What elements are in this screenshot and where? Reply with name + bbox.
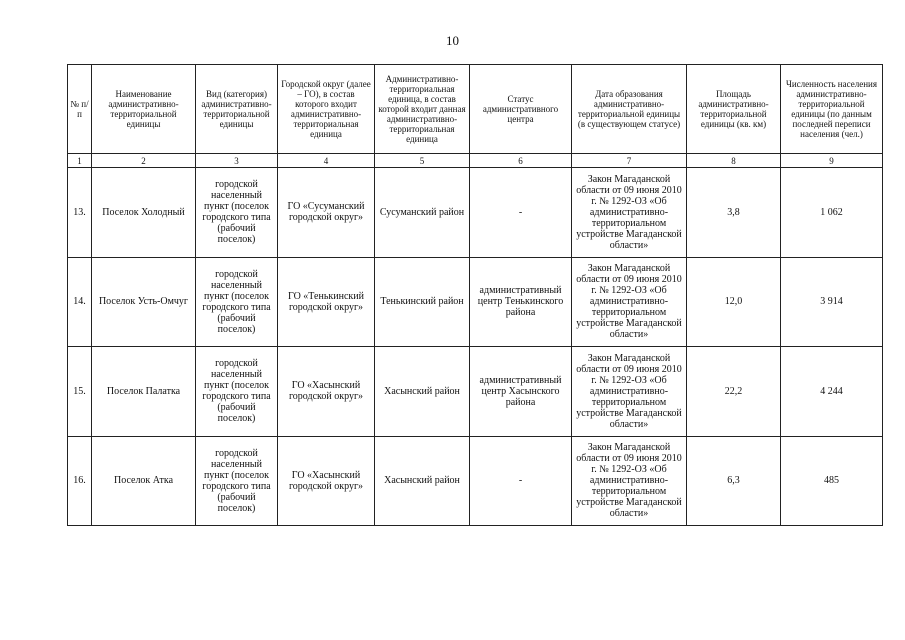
table-row — [68, 436, 883, 526]
header-area: Площадь административно-территориальной единицы (кв. км) — [687, 65, 781, 154]
header-kind: Вид (категория) административно-территориальной единицы — [196, 65, 278, 154]
column-number: 8 — [687, 154, 781, 168]
admin-unit: Хасынский район — [375, 436, 470, 526]
area-value: 3,8 — [687, 168, 781, 258]
row-number: 14. — [68, 257, 92, 347]
registry-table — [67, 64, 883, 526]
formation-law: Закон Магаданской области от 09 июня 2010 г. № 1292-ОЗ «Об административно-территориальном устройстве Магаданской области» — [572, 347, 687, 437]
column-number: 1 — [68, 154, 92, 168]
area-value: 12,0 — [687, 257, 781, 347]
table-row — [68, 168, 883, 258]
header-name: Наименование административно-территориальной единицы — [92, 65, 196, 154]
column-number: 2 — [92, 154, 196, 168]
formation-law: Закон Магаданской области от 09 июня 2010 г. № 1292-ОЗ «Об административно-территориальном устройстве Магаданской области» — [572, 257, 687, 347]
unit-name: Поселок Палатка — [92, 347, 196, 437]
population-value: 485 — [781, 436, 883, 526]
column-number: 7 — [572, 154, 687, 168]
population-value: 4 244 — [781, 347, 883, 437]
column-number-row — [68, 154, 883, 168]
page-number: 10 — [446, 33, 459, 48]
unit-name: Поселок Холодный — [92, 168, 196, 258]
header-admin-unit: Административно-территориальная единица, в состав которой входит данная административно-территориальная единица — [375, 65, 470, 154]
column-number: 3 — [196, 154, 278, 168]
center-status: - — [470, 436, 572, 526]
table-row — [68, 347, 883, 437]
column-number: 4 — [278, 154, 375, 168]
center-status: административный центр Тенькинского района — [470, 257, 572, 347]
header-population: Численность населения административно-территориальной единицы (по данным последней переписи населения (чел.) — [781, 65, 883, 154]
header-center-status: Статус административного центра — [470, 65, 572, 154]
area-value: 22,2 — [687, 347, 781, 437]
city-district: ГО «Тенькинский городской округ» — [278, 257, 375, 347]
admin-unit: Тенькинский район — [375, 257, 470, 347]
population-value: 1 062 — [781, 168, 883, 258]
header-num: № п/п — [68, 65, 92, 154]
header-go: Городской округ (далее – ГО), в состав которого входит административно-территориальная единица — [278, 65, 375, 154]
unit-name: Поселок Атка — [92, 436, 196, 526]
formation-law: Закон Магаданской области от 09 июня 2010 г. № 1292-ОЗ «Об административно-территориальном устройстве Магаданской области» — [572, 436, 687, 526]
unit-name: Поселок Усть-Омчуг — [92, 257, 196, 347]
population-value: 3 914 — [781, 257, 883, 347]
row-number: 16. — [68, 436, 92, 526]
table-row — [68, 257, 883, 347]
city-district: ГО «Хасынский городской округ» — [278, 347, 375, 437]
column-number: 5 — [375, 154, 470, 168]
area-value: 6,3 — [687, 436, 781, 526]
formation-law: Закон Магаданской области от 09 июня 2010 г. № 1292-ОЗ «Об административно-территориальном устройстве Магаданской области» — [572, 168, 687, 258]
unit-kind: городской населенный пункт (поселок городского типа (рабочий поселок) — [196, 257, 278, 347]
unit-kind: городской населенный пункт (поселок городского типа (рабочий поселок) — [196, 436, 278, 526]
row-number: 13. — [68, 168, 92, 258]
column-number: 6 — [470, 154, 572, 168]
column-number: 9 — [781, 154, 883, 168]
city-district: ГО «Хасынский городской округ» — [278, 436, 375, 526]
admin-unit: Хасынский район — [375, 347, 470, 437]
row-number: 15. — [68, 347, 92, 437]
header-row — [68, 65, 883, 154]
city-district: ГО «Сусуманский городской округ» — [278, 168, 375, 258]
center-status: - — [470, 168, 572, 258]
unit-kind: городской населенный пункт (поселок городского типа (рабочий поселок) — [196, 347, 278, 437]
header-formed: Дата образования административно-территориальной единицы (в существующем статусе) — [572, 65, 687, 154]
admin-unit: Сусуманский район — [375, 168, 470, 258]
center-status: административный центр Хасынского района — [470, 347, 572, 437]
unit-kind: городской населенный пункт (поселок городского типа (рабочий поселок) — [196, 168, 278, 258]
